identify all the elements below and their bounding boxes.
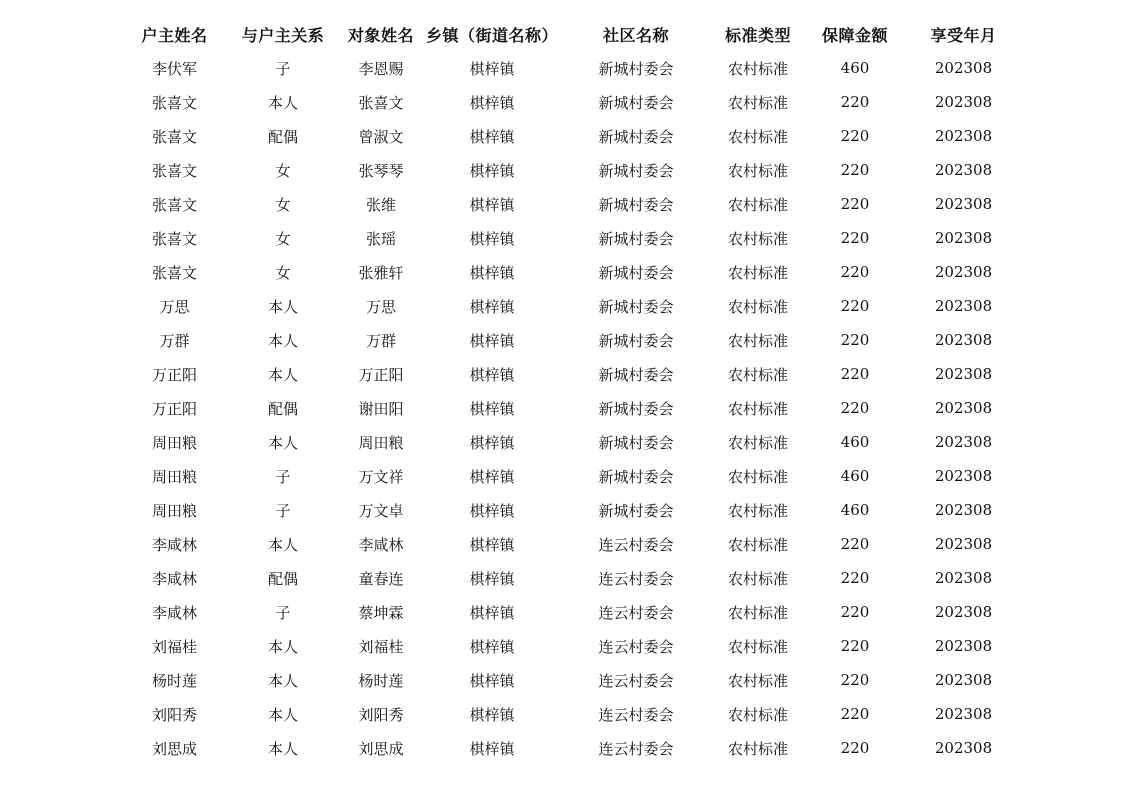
cell-subject-name: 万文祥	[358, 467, 404, 486]
table-header	[120, 17, 1020, 51]
cell-household-head: 刘思成	[151, 739, 197, 758]
cell-township: 棋梓镇	[469, 331, 515, 350]
table-row	[120, 391, 1020, 425]
cell-amount: 460	[840, 501, 870, 519]
cell-month: 202308	[934, 297, 993, 315]
column-header-community: 社区名称	[602, 25, 669, 45]
cell-community: 新城村委会	[598, 93, 674, 112]
cell-subject-name: 张喜文	[358, 93, 404, 112]
cell-month: 202308	[934, 399, 993, 417]
cell-amount: 460	[840, 433, 870, 451]
cell-township: 棋梓镇	[469, 467, 515, 486]
cell-standard-type: 农村标准	[727, 161, 788, 180]
cell-community: 新城村委会	[598, 229, 674, 248]
cell-month: 202308	[934, 127, 993, 145]
cell-relationship: 女	[275, 229, 291, 248]
cell-subject-name: 万正阳	[358, 365, 404, 384]
cell-household-head: 刘阳秀	[151, 705, 197, 724]
cell-township: 棋梓镇	[469, 433, 515, 452]
cell-relationship: 本人	[267, 637, 298, 656]
cell-month: 202308	[934, 535, 993, 553]
table-row	[120, 527, 1020, 561]
cell-relationship: 本人	[267, 705, 298, 724]
cell-relationship: 女	[275, 263, 291, 282]
cell-community: 连云村委会	[598, 671, 674, 690]
cell-subject-name: 刘思成	[358, 739, 404, 758]
column-header-standard-type: 标准类型	[724, 25, 791, 45]
cell-amount: 220	[840, 365, 870, 383]
cell-amount: 220	[840, 671, 870, 689]
cell-subject-name: 万文卓	[358, 501, 404, 520]
cell-community: 连云村委会	[598, 739, 674, 758]
table-row	[120, 323, 1020, 357]
column-header-relationship: 与户主关系	[241, 25, 325, 45]
cell-household-head: 张喜文	[151, 195, 197, 214]
cell-township: 棋梓镇	[469, 93, 515, 112]
cell-township: 棋梓镇	[469, 501, 515, 520]
column-header-subject-name: 对象姓名	[347, 25, 414, 45]
cell-relationship: 本人	[267, 365, 298, 384]
cell-standard-type: 农村标准	[727, 331, 788, 350]
table-row	[120, 697, 1020, 731]
table-row	[120, 289, 1020, 323]
cell-subject-name: 万思	[365, 297, 396, 316]
cell-amount: 220	[840, 603, 870, 621]
cell-standard-type: 农村标准	[727, 637, 788, 656]
cell-household-head: 李伏军	[151, 59, 197, 78]
cell-relationship: 子	[275, 501, 291, 520]
cell-amount: 220	[840, 535, 870, 553]
cell-amount: 220	[840, 229, 870, 247]
cell-standard-type: 农村标准	[727, 365, 788, 384]
cell-community: 连云村委会	[598, 705, 674, 724]
cell-township: 棋梓镇	[469, 705, 515, 724]
cell-amount: 220	[840, 297, 870, 315]
cell-township: 棋梓镇	[469, 399, 515, 418]
cell-standard-type: 农村标准	[727, 229, 788, 248]
cell-standard-type: 农村标准	[727, 739, 788, 758]
cell-township: 棋梓镇	[469, 535, 515, 554]
column-header-township: 乡镇（街道名称）	[425, 25, 558, 45]
cell-month: 202308	[934, 603, 993, 621]
cell-household-head: 李咸林	[151, 603, 197, 622]
cell-relationship: 子	[275, 59, 291, 78]
cell-township: 棋梓镇	[469, 603, 515, 622]
cell-relationship: 本人	[267, 297, 298, 316]
cell-relationship: 本人	[267, 433, 298, 452]
cell-household-head: 周田粮	[151, 433, 197, 452]
cell-community: 新城村委会	[598, 161, 674, 180]
cell-amount: 220	[840, 705, 870, 723]
cell-township: 棋梓镇	[469, 637, 515, 656]
cell-standard-type: 农村标准	[727, 195, 788, 214]
cell-month: 202308	[934, 59, 993, 77]
cell-community: 新城村委会	[598, 195, 674, 214]
cell-community: 新城村委会	[598, 331, 674, 350]
cell-subject-name: 刘福桂	[358, 637, 404, 656]
cell-subject-name: 杨时莲	[358, 671, 404, 690]
cell-standard-type: 农村标准	[727, 263, 788, 282]
cell-subject-name: 刘阳秀	[358, 705, 404, 724]
cell-amount: 460	[840, 467, 870, 485]
cell-amount: 220	[840, 637, 870, 655]
roster-table	[120, 17, 1020, 765]
cell-standard-type: 农村标准	[727, 603, 788, 622]
cell-community: 新城村委会	[598, 297, 674, 316]
cell-amount: 220	[840, 739, 870, 757]
cell-standard-type: 农村标准	[727, 127, 788, 146]
table-row	[120, 255, 1020, 289]
cell-subject-name: 张琴琴	[358, 161, 404, 180]
cell-relationship: 配偶	[267, 569, 298, 588]
cell-month: 202308	[934, 161, 993, 179]
cell-household-head: 张喜文	[151, 127, 197, 146]
cell-month: 202308	[934, 637, 993, 655]
cell-subject-name: 万群	[365, 331, 396, 350]
table-row	[120, 221, 1020, 255]
cell-subject-name: 谢田阳	[358, 399, 404, 418]
cell-subject-name: 曾淑文	[358, 127, 404, 146]
table-row	[120, 187, 1020, 221]
cell-household-head: 张喜文	[151, 263, 197, 282]
cell-community: 新城村委会	[598, 433, 674, 452]
cell-community: 连云村委会	[598, 569, 674, 588]
cell-amount: 460	[840, 59, 870, 77]
cell-month: 202308	[934, 739, 993, 757]
cell-amount: 220	[840, 331, 870, 349]
cell-household-head: 张喜文	[151, 161, 197, 180]
cell-community: 连云村委会	[598, 535, 674, 554]
cell-township: 棋梓镇	[469, 365, 515, 384]
cell-month: 202308	[934, 263, 993, 281]
cell-month: 202308	[934, 365, 993, 383]
cell-community: 新城村委会	[598, 263, 674, 282]
cell-township: 棋梓镇	[469, 569, 515, 588]
cell-relationship: 本人	[267, 331, 298, 350]
cell-relationship: 子	[275, 467, 291, 486]
table-row	[120, 629, 1020, 663]
table-row	[120, 51, 1020, 85]
cell-household-head: 张喜文	[151, 93, 197, 112]
table-row	[120, 153, 1020, 187]
cell-standard-type: 农村标准	[727, 433, 788, 452]
cell-amount: 220	[840, 569, 870, 587]
cell-household-head: 周田粮	[151, 501, 197, 520]
cell-community: 新城村委会	[598, 399, 674, 418]
cell-subject-name: 李恩赐	[358, 59, 404, 78]
cell-month: 202308	[934, 331, 993, 349]
cell-subject-name: 张瑶	[365, 229, 396, 248]
cell-township: 棋梓镇	[469, 127, 515, 146]
cell-township: 棋梓镇	[469, 229, 515, 248]
cell-household-head: 杨时莲	[151, 671, 197, 690]
cell-township: 棋梓镇	[469, 161, 515, 180]
table-row	[120, 493, 1020, 527]
cell-month: 202308	[934, 671, 993, 689]
cell-standard-type: 农村标准	[727, 705, 788, 724]
cell-community: 新城村委会	[598, 501, 674, 520]
cell-relationship: 本人	[267, 93, 298, 112]
cell-month: 202308	[934, 569, 993, 587]
cell-month: 202308	[934, 705, 993, 723]
cell-township: 棋梓镇	[469, 739, 515, 758]
cell-standard-type: 农村标准	[727, 467, 788, 486]
cell-relationship: 子	[275, 603, 291, 622]
column-header-amount: 保障金额	[821, 25, 888, 45]
cell-amount: 220	[840, 161, 870, 179]
table-row	[120, 85, 1020, 119]
cell-community: 新城村委会	[598, 365, 674, 384]
cell-subject-name: 蔡坤霖	[358, 603, 404, 622]
cell-subject-name: 童春连	[358, 569, 404, 588]
cell-standard-type: 农村标准	[727, 671, 788, 690]
cell-month: 202308	[934, 467, 993, 485]
cell-household-head: 万群	[159, 331, 190, 350]
cell-household-head: 李咸林	[151, 569, 197, 588]
cell-household-head: 万正阳	[151, 399, 197, 418]
cell-standard-type: 农村标准	[727, 93, 788, 112]
cell-relationship: 配偶	[267, 127, 298, 146]
cell-township: 棋梓镇	[469, 671, 515, 690]
cell-month: 202308	[934, 433, 993, 451]
cell-relationship: 本人	[267, 739, 298, 758]
cell-standard-type: 农村标准	[727, 399, 788, 418]
table-row	[120, 663, 1020, 697]
table-row	[120, 425, 1020, 459]
table-row	[120, 731, 1020, 765]
cell-month: 202308	[934, 229, 993, 247]
cell-month: 202308	[934, 195, 993, 213]
cell-township: 棋梓镇	[469, 297, 515, 316]
cell-household-head: 刘福桂	[151, 637, 197, 656]
cell-relationship: 本人	[267, 671, 298, 690]
cell-subject-name: 周田粮	[358, 433, 404, 452]
cell-amount: 220	[840, 263, 870, 281]
cell-community: 连云村委会	[598, 637, 674, 656]
table-row	[120, 561, 1020, 595]
cell-community: 新城村委会	[598, 127, 674, 146]
cell-month: 202308	[934, 93, 993, 111]
cell-amount: 220	[840, 93, 870, 111]
cell-relationship: 本人	[267, 535, 298, 554]
cell-household-head: 李咸林	[151, 535, 197, 554]
table-row	[120, 357, 1020, 391]
header-row	[120, 17, 1020, 51]
cell-relationship: 女	[275, 161, 291, 180]
cell-community: 新城村委会	[598, 467, 674, 486]
cell-amount: 220	[840, 195, 870, 213]
cell-relationship: 女	[275, 195, 291, 214]
cell-standard-type: 农村标准	[727, 569, 788, 588]
cell-community: 新城村委会	[598, 59, 674, 78]
column-header-household-head: 户主姓名	[141, 25, 208, 45]
table-row	[120, 119, 1020, 153]
column-header-month: 享受年月	[930, 25, 997, 45]
cell-community: 连云村委会	[598, 603, 674, 622]
cell-township: 棋梓镇	[469, 263, 515, 282]
cell-household-head: 周田粮	[151, 467, 197, 486]
cell-amount: 220	[840, 127, 870, 145]
cell-subject-name: 张维	[365, 195, 396, 214]
cell-township: 棋梓镇	[469, 59, 515, 78]
cell-subject-name: 李咸林	[358, 535, 404, 554]
cell-household-head: 张喜文	[151, 229, 197, 248]
table-row	[120, 459, 1020, 493]
cell-month: 202308	[934, 501, 993, 519]
cell-standard-type: 农村标准	[727, 297, 788, 316]
table-row	[120, 595, 1020, 629]
cell-standard-type: 农村标准	[727, 535, 788, 554]
cell-subject-name: 张雅轩	[358, 263, 404, 282]
cell-household-head: 万思	[159, 297, 190, 316]
cell-township: 棋梓镇	[469, 195, 515, 214]
cell-amount: 220	[840, 399, 870, 417]
cell-relationship: 配偶	[267, 399, 298, 418]
cell-standard-type: 农村标准	[727, 501, 788, 520]
cell-household-head: 万正阳	[151, 365, 197, 384]
table-body	[120, 51, 1020, 765]
cell-standard-type: 农村标准	[727, 59, 788, 78]
